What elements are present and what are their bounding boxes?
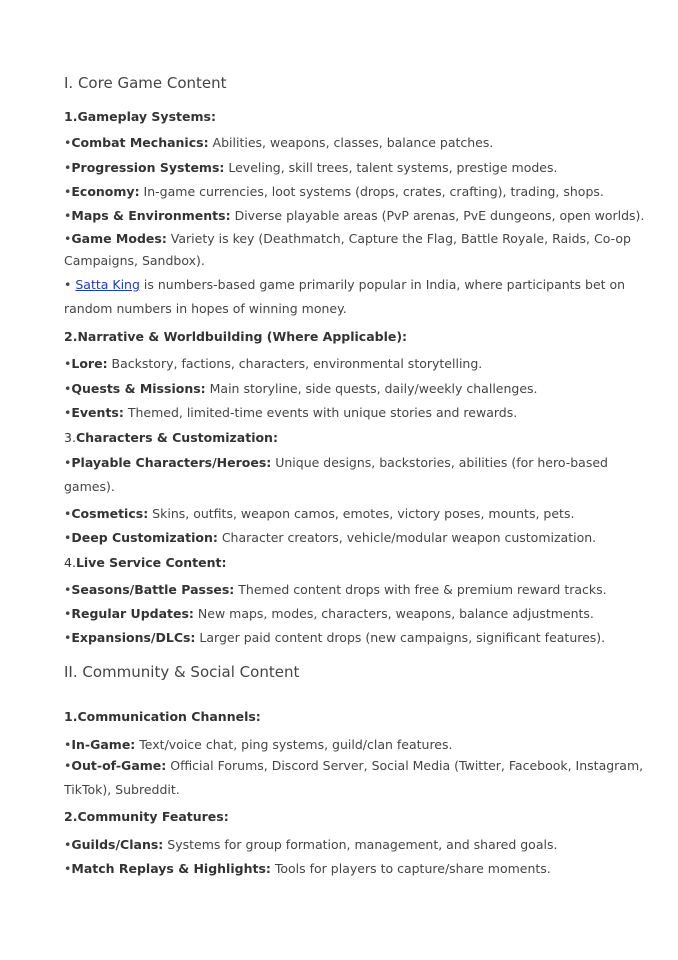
sub-heading-community-features — [64, 809, 229, 825]
bullet-icon: • — [64, 758, 72, 773]
list-item-term: Guilds/Clans: — [71, 837, 164, 852]
list-item — [64, 231, 631, 247]
sub-heading-label: Live Service Content: — [75, 555, 227, 570]
bullet-icon: • — [64, 606, 72, 621]
bullet-icon: • — [64, 277, 76, 292]
bullet-icon: • — [64, 861, 72, 876]
list-item — [64, 530, 596, 546]
list-item — [64, 582, 607, 598]
list-item-desc: In-game currencies, loot systems (drops, crates, crafting), trading, shops. — [139, 184, 604, 199]
list-item-desc: Official Forums, Discord Server, Social Media (Twitter, Facebook, Instagram, — [166, 758, 644, 773]
list-item-continuation — [64, 253, 205, 269]
sub-heading-number: 3. — [64, 430, 76, 445]
list-item-desc: Main storyline, side quests, daily/weekly challenges. — [205, 381, 538, 396]
section-title-community-social-content: II. Community & Social Content — [64, 663, 300, 681]
bullet-icon: • — [64, 837, 72, 852]
sub-heading-communication-channels — [64, 709, 261, 725]
bullet-icon: • — [64, 405, 72, 420]
list-item-desc: Campaigns, Sandbox). — [64, 253, 205, 268]
list-item-term: Expansions/DLCs: — [71, 630, 196, 645]
list-item — [64, 455, 608, 471]
list-item — [64, 135, 493, 151]
list-item — [64, 506, 574, 522]
list-item-desc: Themed, limited-time events with unique stories and rewards. — [123, 405, 518, 420]
list-item — [64, 405, 517, 421]
bullet-icon: • — [64, 356, 72, 371]
list-item-term: Game Modes: — [71, 231, 167, 246]
list-item-desc: Skins, outfits, weapon camos, emotes, victory poses, mounts, pets. — [148, 506, 575, 521]
list-item-desc: is numbers-based game primarily popular in India, where participants bet on — [139, 277, 626, 292]
bullet-icon: • — [64, 455, 72, 470]
list-item-desc: Text/voice chat, ping systems, guild/clan features. — [135, 737, 453, 752]
sub-heading-number: 2. — [64, 329, 78, 344]
section-title-core-game-content: I. Core Game Content — [64, 74, 227, 92]
list-item — [64, 160, 557, 176]
list-item-desc: games). — [64, 479, 115, 494]
list-item-desc: Themed content drops with free & premium reward tracks. — [234, 582, 607, 597]
list-item-term: Maps & Environments: — [71, 208, 231, 223]
list-item — [64, 861, 551, 877]
list-item-desc: Character creators, vehicle/modular weapon customization. — [217, 530, 597, 545]
sub-heading-label: Community Features: — [77, 809, 229, 824]
list-item — [64, 837, 557, 853]
list-item — [64, 356, 482, 372]
bullet-icon: • — [64, 737, 72, 752]
sub-heading-gameplay-systems — [64, 109, 216, 125]
list-item — [64, 381, 538, 397]
list-item — [64, 208, 644, 224]
list-item-desc: Tools for players to capture/share moments. — [270, 861, 551, 876]
list-item-term: Playable Characters/Heroes: — [71, 455, 272, 470]
sub-heading-live-service-content — [64, 555, 226, 571]
sub-heading-label: Gameplay Systems: — [77, 109, 216, 124]
list-item-desc: Systems for group formation, management, and shared goals. — [163, 837, 558, 852]
list-item-desc: Variety is key (Deathmatch, Capture the Flag, Battle Royale, Raids, Co-op — [166, 231, 631, 246]
list-item-term: Out-of-Game: — [71, 758, 167, 773]
bullet-icon: • — [64, 630, 72, 645]
bullet-icon: • — [64, 582, 72, 597]
list-item — [64, 184, 604, 200]
sub-heading-label: Characters & Customization: — [75, 430, 278, 445]
list-item-desc: Abilities, weapons, classes, balance patches. — [208, 135, 494, 150]
sub-heading-number: 4. — [64, 555, 76, 570]
bullet-icon: • — [64, 184, 72, 199]
sub-heading-number: 1. — [64, 109, 78, 124]
sub-heading-label: Narrative & Worldbuilding (Where Applicable): — [77, 329, 408, 344]
bullet-icon: • — [64, 208, 72, 223]
list-item-desc: Unique designs, backstories, abilities (for hero-based — [271, 455, 608, 470]
list-item — [64, 606, 594, 622]
list-item-term: Progression Systems: — [71, 160, 225, 175]
list-item-term: Combat Mechanics: — [71, 135, 209, 150]
list-item-term: Match Replays & Highlights: — [71, 861, 271, 876]
list-item-term: Quests & Missions: — [71, 381, 206, 396]
list-item-term: In-Game: — [71, 737, 136, 752]
bullet-icon: • — [64, 381, 72, 396]
list-item-term: Deep Customization: — [71, 530, 218, 545]
list-item-term: Events: — [71, 405, 124, 420]
list-item-continuation — [64, 479, 115, 495]
list-item-continuation — [64, 782, 180, 798]
bullet-icon: • — [64, 506, 72, 521]
sub-heading-characters-customization — [64, 430, 278, 446]
list-item-continuation — [64, 301, 347, 317]
list-item-term: Regular Updates: — [71, 606, 194, 621]
list-item-desc: Leveling, skill trees, talent systems, prestige modes. — [224, 160, 558, 175]
sub-heading-narrative-worldbuilding — [64, 329, 407, 345]
list-item-desc: Larger paid content drops (new campaigns, significant features). — [195, 630, 606, 645]
list-item-term: Economy: — [71, 184, 140, 199]
bullet-icon: • — [64, 135, 72, 150]
list-item — [64, 737, 453, 753]
bullet-icon: • — [64, 231, 72, 246]
list-item — [64, 630, 605, 646]
list-item-desc: Backstory, factions, characters, environmental storytelling. — [107, 356, 483, 371]
list-item-term: Lore: — [71, 356, 108, 371]
sub-heading-number: 2. — [64, 809, 78, 824]
list-item-desc: random numbers in hopes of winning money. — [64, 301, 347, 316]
list-item-desc: New maps, modes, characters, weapons, balance adjustments. — [193, 606, 594, 621]
list-item-desc: TikTok), Subreddit. — [64, 782, 180, 797]
satta-king-link[interactable]: Satta King — [75, 277, 140, 292]
list-item-satta-king — [64, 277, 625, 293]
list-item-desc: Diverse playable areas (PvP arenas, PvE dungeons, open worlds). — [230, 208, 645, 223]
sub-heading-label: Communication Channels: — [77, 709, 261, 724]
list-item-term: Cosmetics: — [71, 506, 149, 521]
list-item — [64, 758, 643, 774]
list-item-term: Seasons/Battle Passes: — [71, 582, 235, 597]
bullet-icon: • — [64, 160, 72, 175]
bullet-icon: • — [64, 530, 72, 545]
sub-heading-number: 1. — [64, 709, 78, 724]
